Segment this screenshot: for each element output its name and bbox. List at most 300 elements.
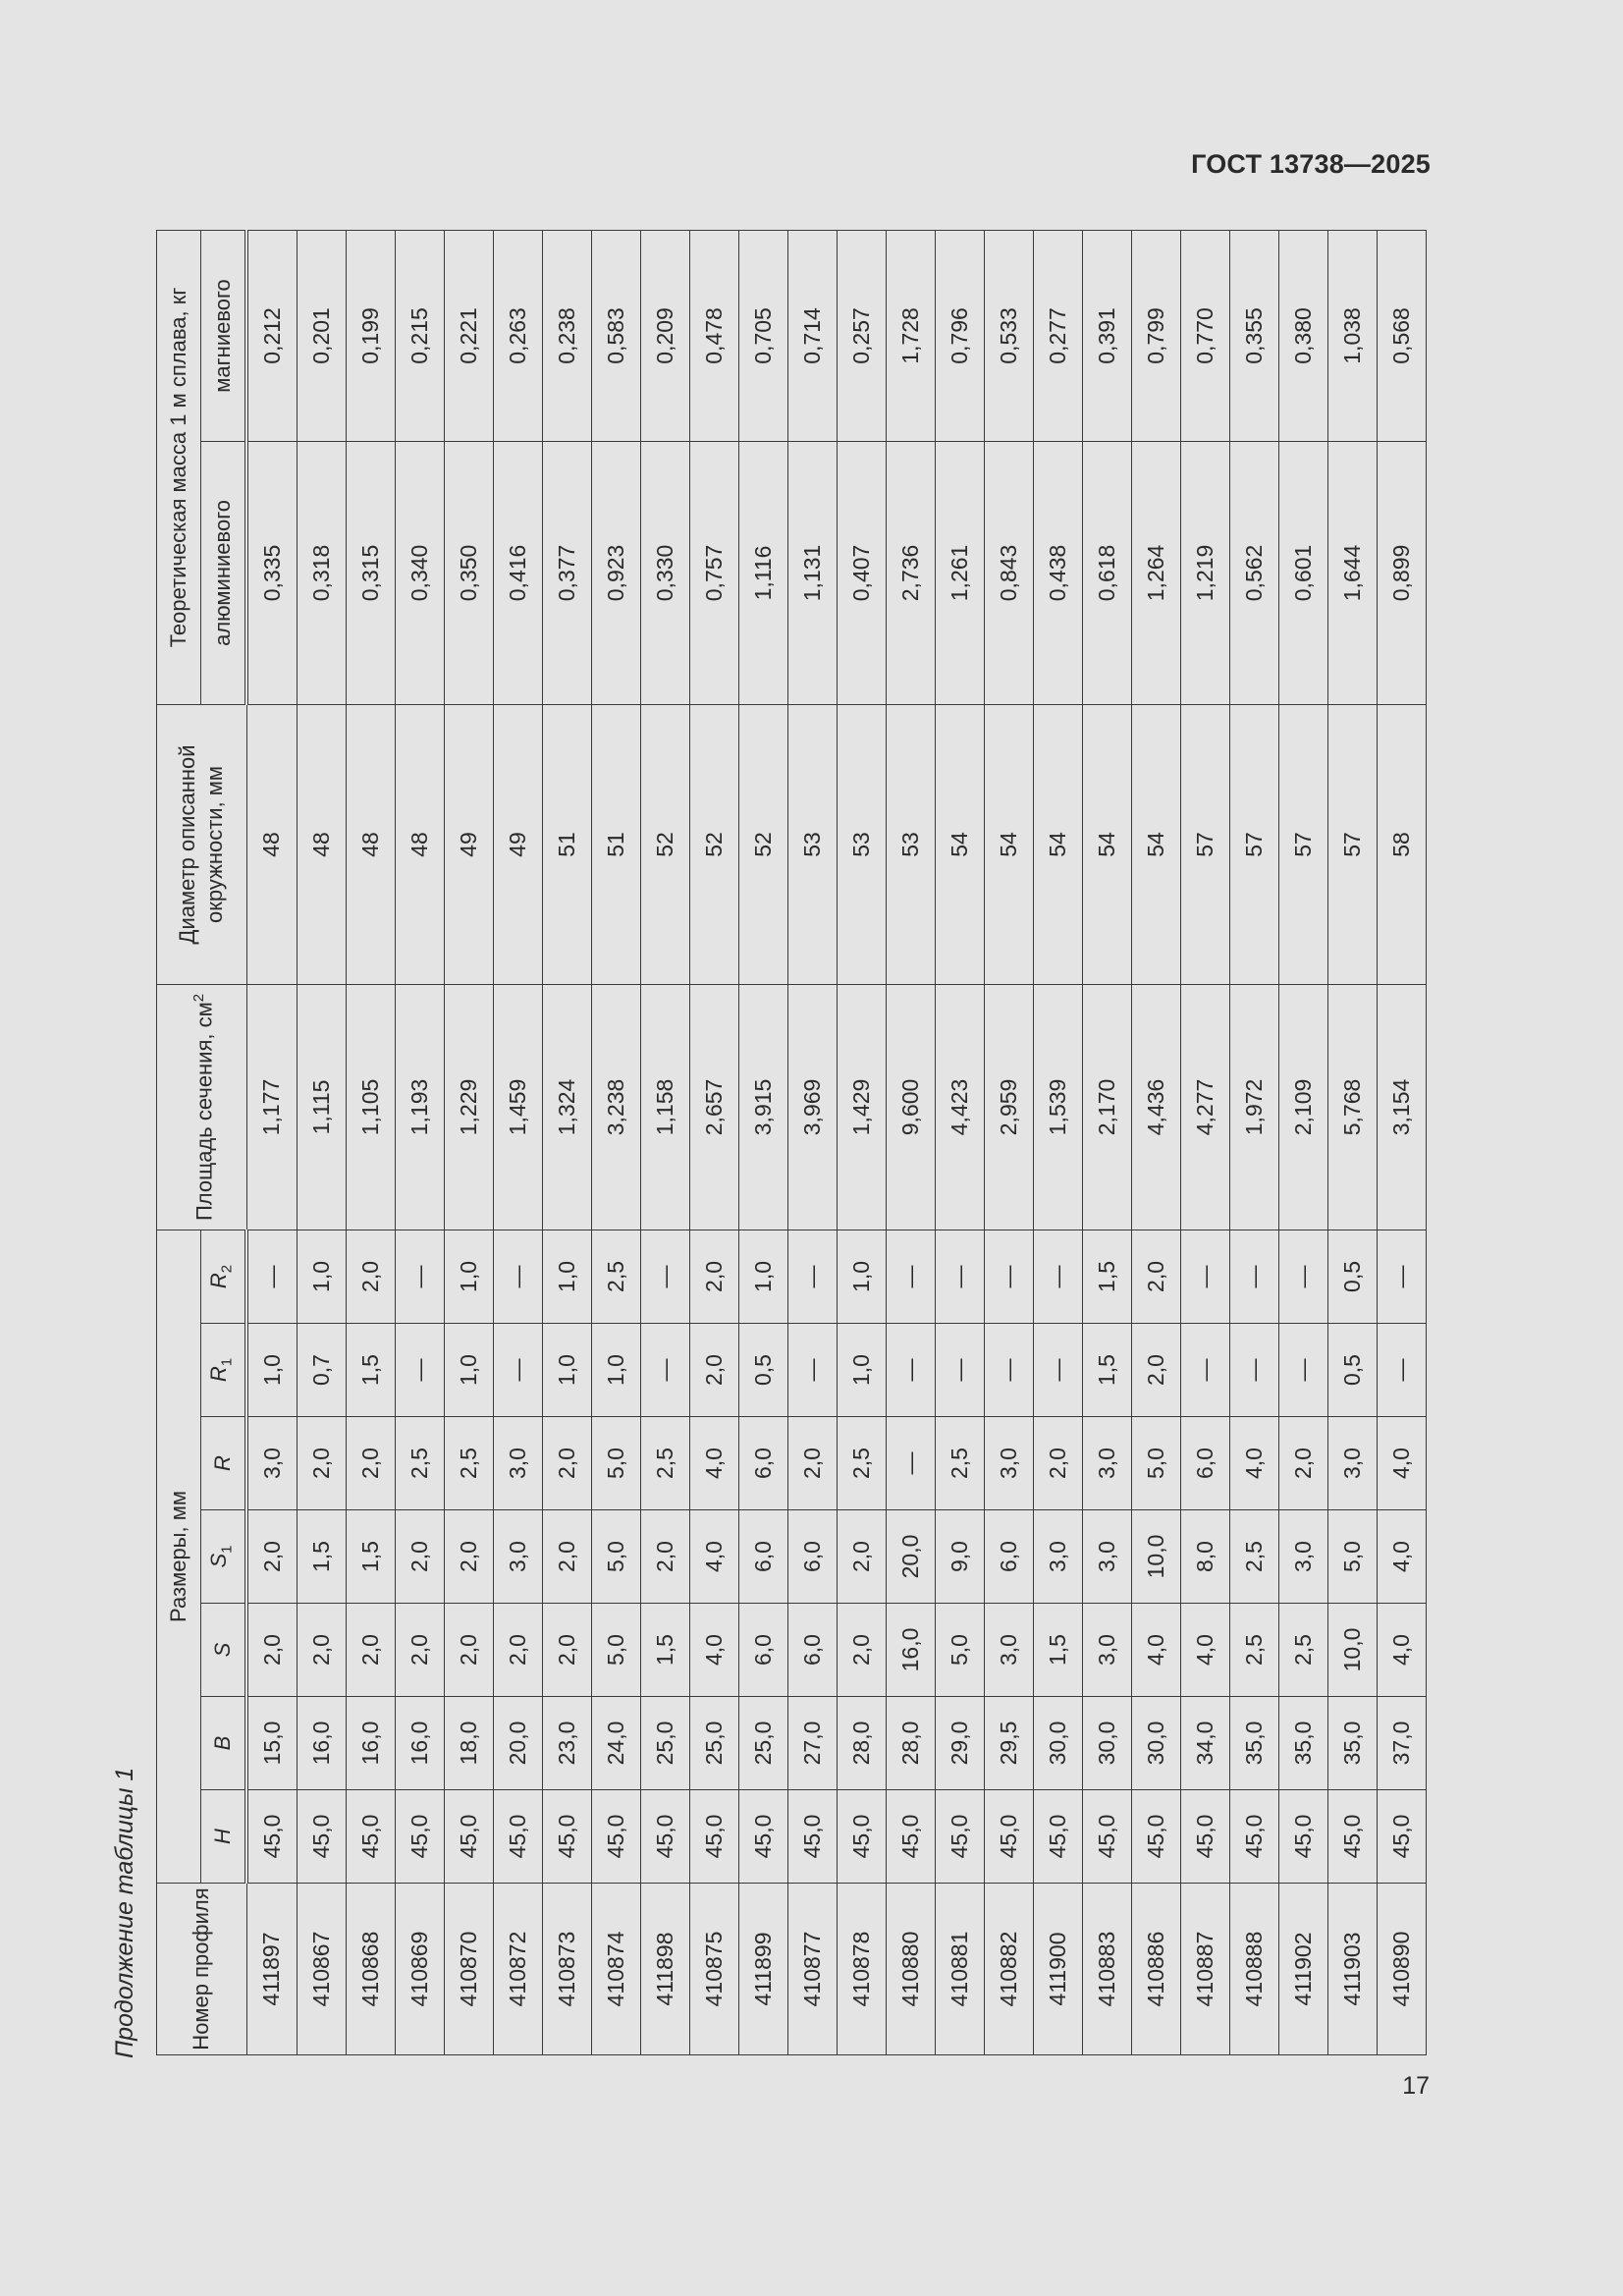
table-cell: 8,0 (1181, 1510, 1230, 1604)
table-cell: 28,0 (887, 1697, 936, 1790)
table-row (739, 230, 788, 2054)
table-cell: 1,0 (838, 1230, 887, 1323)
table-body (246, 230, 1427, 2054)
table-cell: 1,105 (347, 984, 396, 1230)
table-cell: 45,0 (494, 1790, 543, 1884)
table-cell: 0,416 (494, 441, 543, 704)
table-cell: 5,0 (592, 1510, 641, 1604)
table-cell: 45,0 (1230, 1790, 1279, 1884)
table-cell: 4,0 (690, 1604, 739, 1697)
table-cell: 1,0 (445, 1324, 494, 1417)
table-cell: 9,0 (936, 1510, 985, 1604)
table-cell: 45,0 (985, 1790, 1034, 1884)
table-cell: 25,0 (739, 1697, 788, 1790)
table-cell: 24,0 (592, 1697, 641, 1790)
table-cell: — (246, 1230, 298, 1323)
table-cell: 45,0 (445, 1790, 494, 1884)
header-area-unit-exponent: 2 (189, 993, 207, 1003)
table-cell: 20,0 (887, 1510, 936, 1604)
table-cell: 0,380 (1279, 230, 1328, 441)
table-cell: 52 (690, 704, 739, 984)
table-cell: 3,969 (788, 984, 838, 1230)
table-cell: 0,757 (690, 441, 739, 704)
header-mass: Теоретическая масса 1 м сплава, кг (157, 230, 201, 704)
table-cell: 2,0 (347, 1604, 396, 1697)
table-cell: 2,170 (1083, 984, 1132, 1230)
table-cell: 3,0 (1279, 1510, 1328, 1604)
table-cell: 2,0 (396, 1604, 445, 1697)
table-cell: 2,0 (838, 1510, 887, 1604)
table-cell: 4,0 (1230, 1417, 1279, 1510)
table-row (838, 230, 887, 2054)
table-cell: 2,0 (543, 1417, 592, 1510)
table-cell: 1,264 (1132, 441, 1181, 704)
table-row (985, 230, 1034, 2054)
table-cell: 16,0 (887, 1604, 936, 1697)
table-cell: 15,0 (246, 1697, 298, 1790)
table-cell: 2,0 (347, 1417, 396, 1510)
table-cell: 4,0 (1378, 1417, 1427, 1510)
header-R1-symbol: R (205, 1366, 231, 1383)
table-row (445, 230, 494, 2054)
table-cell: 16,0 (298, 1697, 347, 1790)
table-cell: 6,0 (739, 1417, 788, 1510)
table-cell: 4,423 (936, 984, 985, 1230)
table-cell: 0,212 (246, 230, 298, 441)
table-cell: 1,5 (347, 1510, 396, 1604)
table-cell: 1,0 (298, 1230, 347, 1323)
table-cell: 410890 (1378, 1884, 1427, 2055)
table-cell: 49 (445, 704, 494, 984)
header-R1 (201, 1324, 247, 1417)
table-cell: 1,972 (1230, 984, 1279, 1230)
table-cell: 4,0 (1378, 1604, 1427, 1697)
table-row (298, 230, 347, 2054)
table-cell: 6,0 (1181, 1417, 1230, 1510)
table-cell: 411897 (246, 1884, 298, 2055)
table-cell: 3,238 (592, 984, 641, 1230)
table-cell: 3,0 (1083, 1417, 1132, 1510)
table-cell: 6,0 (739, 1510, 788, 1604)
table-cell: 1,193 (396, 984, 445, 1230)
table-cell: 410881 (936, 1884, 985, 2055)
page-number: 17 (1402, 2072, 1430, 2100)
table-cell: 0,618 (1083, 441, 1132, 704)
table-row (347, 230, 396, 2054)
table-cell: 410873 (543, 1884, 592, 2055)
table-row (396, 230, 445, 2054)
table-cell: 45,0 (1378, 1790, 1427, 1884)
table-cell: 0,335 (246, 441, 298, 704)
table-cell: 0,315 (347, 441, 396, 704)
table-cell: 6,0 (739, 1604, 788, 1697)
header-R2-subscript: 2 (218, 1264, 236, 1274)
table-cell: 1,5 (1083, 1230, 1132, 1323)
table-cell: 0,5 (739, 1324, 788, 1417)
table-cell: 0,340 (396, 441, 445, 704)
table-cell: 25,0 (690, 1697, 739, 1790)
table-cell: 5,768 (1328, 984, 1378, 1230)
table-cell: 2,0 (543, 1510, 592, 1604)
table-cell: 0,583 (592, 230, 641, 441)
table-cell: 2,0 (1132, 1324, 1181, 1417)
table-cell: 2,5 (1230, 1604, 1279, 1697)
table-cell: 1,0 (592, 1324, 641, 1417)
table-cell: 53 (788, 704, 838, 984)
table-cell: — (936, 1230, 985, 1323)
table-cell: 48 (347, 704, 396, 984)
table-cell: 2,0 (690, 1230, 739, 1323)
table-cell: 4,277 (1181, 984, 1230, 1230)
table-row (1181, 230, 1230, 2054)
table-cell: 54 (985, 704, 1034, 984)
table-cell: 57 (1279, 704, 1328, 984)
table-cell: 3,0 (1083, 1510, 1132, 1604)
table-cell: 1,0 (246, 1324, 298, 1417)
header-dimensions: Размеры, мм (157, 1230, 201, 1883)
header-S1-subscript: 1 (218, 1545, 236, 1554)
table-cell: 2,5 (1279, 1604, 1328, 1697)
table-cell: 4,0 (1181, 1604, 1230, 1697)
header-H: H (201, 1790, 247, 1884)
table-cell: 2,0 (298, 1417, 347, 1510)
table-cell: — (1279, 1324, 1328, 1417)
table-cell: 410867 (298, 1884, 347, 2055)
table-cell: — (1378, 1324, 1427, 1417)
table-cell: 1,0 (543, 1324, 592, 1417)
table-cell: 45,0 (543, 1790, 592, 1884)
table-cell: 9,600 (887, 984, 936, 1230)
table-cell: 2,5 (1230, 1510, 1279, 1604)
table-cell: 1,261 (936, 441, 985, 704)
table-cell: 51 (543, 704, 592, 984)
table-container (156, 231, 1422, 2055)
table-cell: 410877 (788, 1884, 838, 2055)
table-cell: 1,324 (543, 984, 592, 1230)
table-cell: — (1181, 1230, 1230, 1323)
table-row (543, 230, 592, 2054)
table-cell: 3,154 (1378, 984, 1427, 1230)
table-cell: 3,0 (985, 1417, 1034, 1510)
table-row (641, 230, 690, 2054)
table-row (788, 230, 838, 2054)
header-S: S (201, 1604, 247, 1697)
table-cell: 25,0 (641, 1697, 690, 1790)
table-cell: 0,478 (690, 230, 739, 441)
header-area (157, 984, 247, 1230)
table-cell: 49 (494, 704, 543, 984)
table-cell: — (887, 1230, 936, 1323)
table-cell: 34,0 (1181, 1697, 1230, 1790)
table-cell: 54 (1132, 704, 1181, 984)
table-cell: 1,0 (838, 1324, 887, 1417)
table-cell: 1,0 (445, 1230, 494, 1323)
table-cell: 2,5 (445, 1417, 494, 1510)
table-cell: 48 (298, 704, 347, 984)
table-cell: 4,436 (1132, 984, 1181, 1230)
table-cell: — (1034, 1230, 1083, 1323)
header-R1-subscript: 1 (218, 1357, 236, 1367)
table-cell: 0,533 (985, 230, 1034, 441)
table-cell: 1,5 (641, 1604, 690, 1697)
table-cell: 1,728 (887, 230, 936, 441)
table-cell: — (1230, 1230, 1279, 1323)
table-cell: 2,0 (641, 1510, 690, 1604)
table-cell: 57 (1181, 704, 1230, 984)
table-cell: — (494, 1230, 543, 1323)
table-cell: 0,330 (641, 441, 690, 704)
table-cell: 1,0 (543, 1230, 592, 1323)
table-cell: 4,0 (690, 1510, 739, 1604)
table-cell: 2,0 (494, 1604, 543, 1697)
table-row (494, 230, 543, 2054)
table-row (1279, 230, 1328, 2054)
table-cell: 23,0 (543, 1697, 592, 1790)
table-cell: 1,158 (641, 984, 690, 1230)
table-cell: 5,0 (592, 1604, 641, 1697)
table-cell: 57 (1230, 704, 1279, 984)
table-cell: 1,131 (788, 441, 838, 704)
table-cell: 54 (1034, 704, 1083, 984)
table-cell: 6,0 (985, 1510, 1034, 1604)
table-row (1083, 230, 1132, 2054)
table-cell: 0,5 (1328, 1324, 1378, 1417)
table-cell: — (788, 1230, 838, 1323)
table-cell: 410872 (494, 1884, 543, 2055)
table-cell: 3,915 (739, 984, 788, 1230)
table-cell: 48 (246, 704, 298, 984)
table-cell: 52 (641, 704, 690, 984)
table-cell: 45,0 (1083, 1790, 1132, 1884)
document-header: ГОСТ 13738—2025 (1191, 149, 1431, 179)
table-cell: 2,0 (298, 1604, 347, 1697)
table-cell: 0,438 (1034, 441, 1083, 704)
table-cell: 45,0 (641, 1790, 690, 1884)
table-cell: 0,277 (1034, 230, 1083, 441)
table-cell: 411902 (1279, 1884, 1328, 2055)
header-area-label: Площадь сечения, см (190, 1002, 216, 1222)
table-cell: 410878 (838, 1884, 887, 2055)
table-cell: 10,0 (1328, 1604, 1378, 1697)
table-cell: 0,377 (543, 441, 592, 704)
table-row (592, 230, 641, 2054)
table-cell: 53 (887, 704, 936, 984)
table-cell: 410874 (592, 1884, 641, 2055)
table-cell: 5,0 (1328, 1510, 1378, 1604)
table-cell: 45,0 (592, 1790, 641, 1884)
table-cell: 0,407 (838, 441, 887, 704)
table-cell: 45,0 (1034, 1790, 1083, 1884)
table-cell: — (788, 1324, 838, 1417)
table-cell: 3,0 (1328, 1417, 1378, 1510)
table-cell: — (985, 1324, 1034, 1417)
table-cell: 2,736 (887, 441, 936, 704)
table-cell: 45,0 (838, 1790, 887, 1884)
table-cell: 48 (396, 704, 445, 984)
table-cell: 3,0 (494, 1510, 543, 1604)
table-cell: 0,391 (1083, 230, 1132, 441)
table-cell: 1,219 (1181, 441, 1230, 704)
table-cell: 6,0 (788, 1510, 838, 1604)
table-cell: 2,0 (838, 1604, 887, 1697)
table-cell: 410886 (1132, 1884, 1181, 2055)
table-cell: 6,0 (788, 1604, 838, 1697)
table-cell: 3,0 (1083, 1604, 1132, 1697)
table-cell: 1,229 (445, 984, 494, 1230)
table-cell: 410888 (1230, 1884, 1279, 2055)
table-cell: 1,5 (1083, 1324, 1132, 1417)
table-cell: 0,215 (396, 230, 445, 441)
table-cell: 410868 (347, 1884, 396, 2055)
table-cell: 45,0 (690, 1790, 739, 1884)
table-cell: 411899 (739, 1884, 788, 2055)
table-cell: 0,350 (445, 441, 494, 704)
table-cell: 45,0 (246, 1790, 298, 1884)
table-cell: 410882 (985, 1884, 1034, 2055)
table-cell: 410870 (445, 1884, 494, 2055)
table-cell: 411903 (1328, 1884, 1378, 2055)
table-cell: 0,263 (494, 230, 543, 441)
table-row (1132, 230, 1181, 2054)
table-cell: 35,0 (1230, 1697, 1279, 1790)
table-cell: 52 (739, 704, 788, 984)
table-cell: 53 (838, 704, 887, 984)
table-cell: 51 (592, 704, 641, 984)
table-cell: 29,5 (985, 1697, 1034, 1790)
table-cell: 1,5 (1034, 1604, 1083, 1697)
table-cell: 2,109 (1279, 984, 1328, 1230)
table-cell: — (1279, 1230, 1328, 1323)
table-cell: 45,0 (739, 1790, 788, 1884)
table-cell: 1,177 (246, 984, 298, 1230)
table-cell: 0,568 (1378, 230, 1427, 441)
table-cell: 0,209 (641, 230, 690, 441)
table-cell: 1,539 (1034, 984, 1083, 1230)
table-cell: 30,0 (1083, 1697, 1132, 1790)
table-cell: 2,0 (445, 1604, 494, 1697)
table-cell: 1,459 (494, 984, 543, 1230)
table-cell: 2,0 (445, 1510, 494, 1604)
table-cell: 16,0 (347, 1697, 396, 1790)
table-cell: — (396, 1324, 445, 1417)
table-cell: 45,0 (298, 1790, 347, 1884)
header-aluminum: алюминиевого (201, 441, 247, 704)
table-cell: 2,0 (396, 1510, 445, 1604)
table-cell: 0,7 (298, 1324, 347, 1417)
table-cell: 35,0 (1328, 1697, 1378, 1790)
table-cell: 3,0 (494, 1417, 543, 1510)
table-cell: 4,0 (690, 1417, 739, 1510)
table-row (246, 230, 298, 2054)
header-R2-symbol: R (205, 1273, 231, 1289)
table-cell: 45,0 (788, 1790, 838, 1884)
table-cell: 0,199 (347, 230, 396, 441)
table-cell: 2,5 (592, 1230, 641, 1323)
table-cell: 0,714 (788, 230, 838, 441)
table-cell: 2,0 (1132, 1230, 1181, 1323)
table-cell: 0,923 (592, 441, 641, 704)
table-cell: 1,5 (298, 1510, 347, 1604)
table-cell: 2,0 (543, 1604, 592, 1697)
table-cell: — (494, 1324, 543, 1417)
table-cell: 16,0 (396, 1697, 445, 1790)
table-cell: 411898 (641, 1884, 690, 2055)
table-cell: 0,843 (985, 441, 1034, 704)
table-cell: 411900 (1034, 1884, 1083, 2055)
table-cell: 3,0 (985, 1604, 1034, 1697)
table-cell: 37,0 (1378, 1697, 1427, 1790)
header-S1 (201, 1510, 247, 1604)
table-row (690, 230, 739, 2054)
table-row (1230, 230, 1279, 2054)
table-cell: 5,0 (936, 1604, 985, 1697)
table-cell: 0,799 (1132, 230, 1181, 441)
header-diameter: Диаметр описанной окружности, мм (157, 704, 247, 984)
table-cell: 0,221 (445, 230, 494, 441)
table-row (887, 230, 936, 2054)
table-cell: 1,116 (739, 441, 788, 704)
table-cell: — (936, 1324, 985, 1417)
table-cell: — (396, 1230, 445, 1323)
table-cell: 0,238 (543, 230, 592, 441)
header-R: R (201, 1417, 247, 1510)
table-cell: 3,0 (1034, 1510, 1083, 1604)
table-cell: 1,644 (1328, 441, 1378, 704)
table-cell: — (887, 1324, 936, 1417)
table-cell: 410883 (1083, 1884, 1132, 2055)
table-cell: 45,0 (936, 1790, 985, 1884)
table-cell: 57 (1328, 704, 1378, 984)
table-cell: 410869 (396, 1884, 445, 2055)
header-profile-number: Номер профиля (157, 1884, 247, 2055)
header-S1-symbol: S (205, 1553, 231, 1568)
table-cell: 5,0 (1132, 1417, 1181, 1510)
table-cell: — (1181, 1324, 1230, 1417)
table-row (1034, 230, 1083, 2054)
table-cell: 3,0 (246, 1417, 298, 1510)
table-cell: 2,5 (936, 1417, 985, 1510)
table-cell: 2,657 (690, 984, 739, 1230)
header-R2 (201, 1230, 247, 1323)
table-cell: 2,0 (1034, 1417, 1083, 1510)
table-cell: — (641, 1324, 690, 1417)
table-cell: 2,959 (985, 984, 1034, 1230)
table-cell: 2,0 (347, 1230, 396, 1323)
table-row (1328, 230, 1378, 2054)
table-cell: 0,318 (298, 441, 347, 704)
table-cell: 410880 (887, 1884, 936, 2055)
header-B: B (201, 1697, 247, 1790)
table-cell: 0,562 (1230, 441, 1279, 704)
table-cell: 20,0 (494, 1697, 543, 1790)
table-cell: 0,201 (298, 230, 347, 441)
table-cell: — (887, 1417, 936, 1510)
table-cell: 0,796 (936, 230, 985, 441)
table-cell: 5,0 (592, 1417, 641, 1510)
table-cell: 2,5 (396, 1417, 445, 1510)
table-row (1378, 230, 1427, 2054)
table-cell: 0,355 (1230, 230, 1279, 441)
table-cell: 2,0 (246, 1604, 298, 1697)
table-cell: 0,257 (838, 230, 887, 441)
table-cell: 45,0 (887, 1790, 936, 1884)
table-cell: 2,0 (788, 1417, 838, 1510)
table-cell: 2,0 (1279, 1417, 1328, 1510)
header-magnesium: магниевого (201, 230, 247, 441)
table-cell: 4,0 (1378, 1510, 1427, 1604)
table-cell: 410887 (1181, 1884, 1230, 2055)
table-cell: 4,0 (1132, 1604, 1181, 1697)
